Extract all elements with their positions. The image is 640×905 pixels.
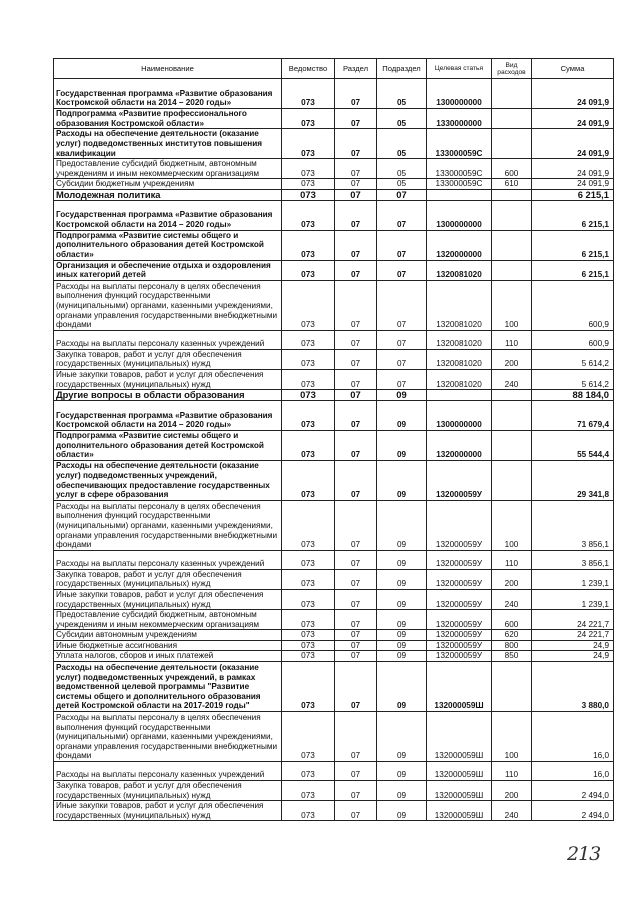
- cell-subsection: 07: [377, 280, 427, 330]
- cell-target: 1320081020: [427, 280, 492, 330]
- cell-subsection: 07: [377, 330, 427, 349]
- cell-sum: 2 494,0: [532, 801, 614, 821]
- cell-subsection: 09: [377, 781, 427, 801]
- table-row: [54, 550, 614, 569]
- cell-type: [492, 390, 532, 401]
- cell-target: 1320000000: [427, 430, 492, 460]
- cell-name: Уплата налогов, сборов и иных платежей: [54, 651, 282, 662]
- cell-target: 132000059Ш: [427, 781, 492, 801]
- cell-section: 07: [335, 230, 377, 260]
- cell-dept: 073: [282, 200, 335, 230]
- table-row: [54, 79, 614, 109]
- header-name: Наименование: [54, 59, 282, 79]
- cell-type: 240: [492, 801, 532, 821]
- cell-section: 07: [335, 109, 377, 129]
- cell-name: Расходы на выплаты персоналу казенных учреждений: [54, 762, 282, 781]
- cell-type: [492, 430, 532, 460]
- cell-subsection: 09: [377, 390, 427, 401]
- cell-sum: 2 494,0: [532, 781, 614, 801]
- cell-subsection: 09: [377, 651, 427, 662]
- table-row: [54, 179, 614, 190]
- cell-dept: 073: [282, 349, 335, 369]
- cell-name: Закупка товаров, работ и услуг для обеспечения государственных (муниципальных) нужд: [54, 569, 282, 589]
- cell-subsection: 09: [377, 801, 427, 821]
- table-row: [54, 781, 614, 801]
- table-row: [54, 712, 614, 762]
- cell-section: 07: [335, 640, 377, 651]
- table-row: [54, 129, 614, 159]
- cell-dept: 073: [282, 651, 335, 662]
- cell-sum: 6 215,1: [532, 200, 614, 230]
- table-row: [54, 640, 614, 651]
- cell-dept: 073: [282, 260, 335, 280]
- table-row: [54, 349, 614, 369]
- cell-sum: 3 880,0: [532, 662, 614, 712]
- cell-type: [492, 200, 532, 230]
- table-row: [54, 280, 614, 330]
- cell-subsection: 05: [377, 109, 427, 129]
- cell-name: Субсидии автономным учреждениям: [54, 630, 282, 641]
- header-subsection: Подраздел: [377, 59, 427, 79]
- cell-dept: 073: [282, 762, 335, 781]
- cell-name: Расходы на выплаты персоналу казенных учреждений: [54, 550, 282, 569]
- cell-target: 1320081020: [427, 330, 492, 349]
- cell-dept: 073: [282, 159, 335, 179]
- cell-type: 110: [492, 550, 532, 569]
- cell-target: [427, 189, 492, 200]
- cell-section: 07: [335, 369, 377, 389]
- table-row: [54, 189, 614, 200]
- cell-type: 240: [492, 589, 532, 609]
- cell-section: 07: [335, 630, 377, 641]
- cell-sum: 3 856,1: [532, 550, 614, 569]
- cell-subsection: 09: [377, 569, 427, 589]
- cell-target: 132000059У: [427, 589, 492, 609]
- cell-section: 07: [335, 801, 377, 821]
- cell-target: 1320000000: [427, 230, 492, 260]
- cell-sum: 88 184,0: [532, 390, 614, 401]
- cell-target: 132000059У: [427, 651, 492, 662]
- cell-type: 100: [492, 712, 532, 762]
- table-row: [54, 801, 614, 821]
- cell-sum: 1 239,1: [532, 569, 614, 589]
- cell-sum: 600,9: [532, 280, 614, 330]
- cell-subsection: 09: [377, 662, 427, 712]
- header-type: Вид расходов: [492, 59, 532, 79]
- cell-sum: 6 215,1: [532, 189, 614, 200]
- cell-dept: 073: [282, 630, 335, 641]
- cell-name: Расходы на выплаты персоналу казенных учреждений: [54, 330, 282, 349]
- header-target: Целевая статья: [427, 59, 492, 79]
- cell-type: 100: [492, 280, 532, 330]
- cell-subsection: 07: [377, 189, 427, 200]
- cell-target: 132000059У: [427, 550, 492, 569]
- cell-dept: 073: [282, 500, 335, 550]
- table-row: [54, 500, 614, 550]
- header-section: Раздел: [335, 59, 377, 79]
- cell-name: Организация и обеспечение отдыха и оздоровления иных категорий детей: [54, 260, 282, 280]
- cell-section: 07: [335, 79, 377, 109]
- cell-dept: 073: [282, 230, 335, 260]
- budget-document: [53, 58, 613, 821]
- cell-name: Государственная программа «Развитие образования Костромской области на 2014 – 2020 годы»: [54, 400, 282, 430]
- cell-type: [492, 79, 532, 109]
- cell-section: 07: [335, 712, 377, 762]
- cell-dept: 073: [282, 129, 335, 159]
- table-row: [54, 589, 614, 609]
- cell-target: 1320081020: [427, 260, 492, 280]
- cell-section: 07: [335, 189, 377, 200]
- table-row: [54, 330, 614, 349]
- cell-section: 07: [335, 179, 377, 190]
- cell-section: 07: [335, 651, 377, 662]
- table-row: [54, 762, 614, 781]
- cell-section: 07: [335, 280, 377, 330]
- header-dept: Ведомство: [282, 59, 335, 79]
- cell-sum: 16,0: [532, 762, 614, 781]
- table-row: [54, 200, 614, 230]
- table-row: [54, 390, 614, 401]
- cell-name: Иные бюджетные ассигнования: [54, 640, 282, 651]
- cell-section: 07: [335, 762, 377, 781]
- cell-section: 07: [335, 200, 377, 230]
- cell-target: 133000059С: [427, 159, 492, 179]
- table-row: [54, 109, 614, 129]
- cell-target: 1330000000: [427, 109, 492, 129]
- cell-target: 132000059У: [427, 610, 492, 630]
- cell-section: 07: [335, 260, 377, 280]
- cell-type: 610: [492, 179, 532, 190]
- cell-sum: 24 221,7: [532, 610, 614, 630]
- cell-subsection: 07: [377, 260, 427, 280]
- cell-section: 07: [335, 349, 377, 369]
- cell-subsection: 09: [377, 610, 427, 630]
- cell-sum: 24 091,9: [532, 79, 614, 109]
- cell-dept: 073: [282, 109, 335, 129]
- cell-dept: 073: [282, 179, 335, 190]
- cell-section: 07: [335, 781, 377, 801]
- cell-sum: 24 221,7: [532, 630, 614, 641]
- cell-type: 600: [492, 159, 532, 179]
- cell-subsection: 09: [377, 712, 427, 762]
- cell-subsection: 05: [377, 79, 427, 109]
- cell-section: 07: [335, 662, 377, 712]
- cell-type: 800: [492, 640, 532, 651]
- cell-name: Подпрограмма «Развитие системы общего и дополнительного образования детей Костромской области»: [54, 430, 282, 460]
- cell-sum: 24 091,9: [532, 179, 614, 190]
- cell-type: 200: [492, 781, 532, 801]
- cell-target: 133000059С: [427, 179, 492, 190]
- cell-dept: 073: [282, 369, 335, 389]
- cell-name: Подпрограмма «Развитие профессионального образования Костромской области»: [54, 109, 282, 129]
- cell-dept: 073: [282, 460, 335, 500]
- cell-target: 132000059Ш: [427, 712, 492, 762]
- cell-sum: 1 239,1: [532, 589, 614, 609]
- cell-sum: 5 614,2: [532, 349, 614, 369]
- cell-target: 132000059У: [427, 569, 492, 589]
- cell-dept: 073: [282, 801, 335, 821]
- cell-type: [492, 460, 532, 500]
- cell-name: Закупка товаров, работ и услуг для обеспечения государственных (муниципальных) нужд: [54, 349, 282, 369]
- cell-name: Иные закупки товаров, работ и услуг для обеспечения государственных (муниципальных) нужд: [54, 801, 282, 821]
- cell-name: Молодежная политика: [54, 189, 282, 200]
- table-row: [54, 610, 614, 630]
- cell-sum: 16,0: [532, 712, 614, 762]
- cell-name: Субсидии бюджетным учреждениям: [54, 179, 282, 190]
- cell-name: Расходы на выплаты персоналу в целях обеспечения выполнения функций государственными (муниципальными) органами, казенными учреждениями, органами управления государственными внебюджетными фондами: [54, 280, 282, 330]
- cell-type: [492, 109, 532, 129]
- cell-subsection: 09: [377, 430, 427, 460]
- cell-section: 07: [335, 330, 377, 349]
- cell-section: 07: [335, 589, 377, 609]
- budget-table: [53, 58, 614, 821]
- cell-section: 07: [335, 569, 377, 589]
- table-row: [54, 260, 614, 280]
- cell-type: [492, 400, 532, 430]
- cell-type: [492, 129, 532, 159]
- cell-section: 07: [335, 390, 377, 401]
- cell-sum: 29 341,8: [532, 460, 614, 500]
- cell-name: Предоставление субсидий бюджетным, автономным учреждениям и иным некоммерческим организациям: [54, 610, 282, 630]
- cell-type: 110: [492, 762, 532, 781]
- cell-target: [427, 390, 492, 401]
- table-row: [54, 569, 614, 589]
- cell-dept: 073: [282, 79, 335, 109]
- cell-subsection: 09: [377, 400, 427, 430]
- cell-dept: 073: [282, 390, 335, 401]
- cell-subsection: 05: [377, 129, 427, 159]
- cell-dept: 073: [282, 781, 335, 801]
- cell-type: [492, 662, 532, 712]
- table-row: [54, 159, 614, 179]
- cell-dept: 073: [282, 400, 335, 430]
- table-row: [54, 460, 614, 500]
- cell-dept: 073: [282, 569, 335, 589]
- cell-name: Иные закупки товаров, работ и услуг для обеспечения государственных (муниципальных) нужд: [54, 589, 282, 609]
- cell-sum: 6 215,1: [532, 230, 614, 260]
- cell-subsection: 07: [377, 369, 427, 389]
- cell-subsection: 07: [377, 200, 427, 230]
- cell-target: 132000059Ш: [427, 762, 492, 781]
- cell-type: 240: [492, 369, 532, 389]
- cell-section: 07: [335, 400, 377, 430]
- cell-dept: 073: [282, 189, 335, 200]
- cell-target: 1300000000: [427, 400, 492, 430]
- table-row: [54, 230, 614, 260]
- cell-target: 132000059У: [427, 630, 492, 641]
- cell-type: 620: [492, 630, 532, 641]
- cell-sum: 71 679,4: [532, 400, 614, 430]
- cell-section: 07: [335, 159, 377, 179]
- cell-target: 132000059У: [427, 500, 492, 550]
- cell-dept: 073: [282, 712, 335, 762]
- cell-target: 132000059У: [427, 640, 492, 651]
- cell-subsection: 09: [377, 460, 427, 500]
- cell-sum: 24,9: [532, 640, 614, 651]
- cell-type: 600: [492, 610, 532, 630]
- cell-sum: 24,9: [532, 651, 614, 662]
- cell-subsection: 09: [377, 630, 427, 641]
- page-number: 213: [567, 843, 601, 865]
- cell-dept: 073: [282, 589, 335, 609]
- cell-name: Расходы на выплаты персоналу в целях обеспечения выполнения функций государственными (муниципальными) органами, казенными учреждениями, органами управления государственными внебюджетными фондами: [54, 712, 282, 762]
- header-sum: Сумма: [532, 59, 614, 79]
- cell-section: 07: [335, 430, 377, 460]
- table-row: [54, 662, 614, 712]
- cell-subsection: 05: [377, 179, 427, 190]
- cell-type: [492, 260, 532, 280]
- cell-section: 07: [335, 460, 377, 500]
- cell-subsection: 07: [377, 349, 427, 369]
- cell-target: 1300000000: [427, 79, 492, 109]
- cell-subsection: 09: [377, 589, 427, 609]
- cell-subsection: 09: [377, 640, 427, 651]
- cell-sum: 24 091,9: [532, 159, 614, 179]
- cell-name: Другие вопросы в области образования: [54, 390, 282, 401]
- cell-name: Закупка товаров, работ и услуг для обеспечения государственных (муниципальных) нужд: [54, 781, 282, 801]
- cell-dept: 073: [282, 550, 335, 569]
- cell-type: 200: [492, 569, 532, 589]
- cell-section: 07: [335, 129, 377, 159]
- cell-subsection: 05: [377, 159, 427, 179]
- cell-sum: 55 544,4: [532, 430, 614, 460]
- cell-target: 1300000000: [427, 200, 492, 230]
- cell-target: 132000059Ш: [427, 662, 492, 712]
- cell-name: Государственная программа «Развитие образования Костромской области на 2014 – 2020 годы»: [54, 200, 282, 230]
- cell-name: Расходы на обеспечение деятельности (оказание услуг) подведомственных учреждений, в рамках ведомственной целевой программы "Развитие системы общего и дополнительного образования детей Костромской области на 2017-2019 годы": [54, 662, 282, 712]
- cell-sum: 3 856,1: [532, 500, 614, 550]
- cell-type: 200: [492, 349, 532, 369]
- cell-subsection: 07: [377, 230, 427, 260]
- cell-type: 110: [492, 330, 532, 349]
- table-header-row: [54, 59, 614, 79]
- cell-name: Предоставление субсидий бюджетным, автономным учреждениям и иным некоммерческим организациям: [54, 159, 282, 179]
- table-row: [54, 651, 614, 662]
- cell-section: 07: [335, 500, 377, 550]
- cell-target: 1320081020: [427, 349, 492, 369]
- cell-type: [492, 189, 532, 200]
- cell-type: 100: [492, 500, 532, 550]
- cell-section: 07: [335, 610, 377, 630]
- cell-sum: 6 215,1: [532, 260, 614, 280]
- cell-dept: 073: [282, 662, 335, 712]
- table-row: [54, 400, 614, 430]
- cell-name: Иные закупки товаров, работ и услуг для обеспечения государственных (муниципальных) нужд: [54, 369, 282, 389]
- cell-target: 132000059У: [427, 460, 492, 500]
- cell-target: 1320081020: [427, 369, 492, 389]
- cell-name: Подпрограмма «Развитие системы общего и дополнительного образования детей Костромской области»: [54, 230, 282, 260]
- cell-section: 07: [335, 550, 377, 569]
- table-row: [54, 430, 614, 460]
- cell-type: 850: [492, 651, 532, 662]
- table-row: [54, 630, 614, 641]
- cell-subsection: 09: [377, 762, 427, 781]
- cell-dept: 073: [282, 640, 335, 651]
- cell-dept: 073: [282, 430, 335, 460]
- table-row: [54, 369, 614, 389]
- cell-type: [492, 230, 532, 260]
- cell-target: 133000059С: [427, 129, 492, 159]
- cell-subsection: 09: [377, 500, 427, 550]
- cell-name: Расходы на выплаты персоналу в целях обеспечения выполнения функций государственными (муниципальными) органами, казенными учреждениями, органами управления государственными внебюджетными фондами: [54, 500, 282, 550]
- cell-target: 132000059Ш: [427, 801, 492, 821]
- cell-sum: 600,9: [532, 330, 614, 349]
- cell-dept: 073: [282, 330, 335, 349]
- cell-sum: 24 091,9: [532, 129, 614, 159]
- cell-dept: 073: [282, 280, 335, 330]
- cell-name: Расходы на обеспечение деятельности (оказание услуг) подведомственных институтов повышения квалификации: [54, 129, 282, 159]
- cell-subsection: 09: [377, 550, 427, 569]
- cell-sum: 24 091,9: [532, 109, 614, 129]
- table-body: [54, 79, 614, 821]
- cell-dept: 073: [282, 610, 335, 630]
- cell-sum: 5 614,2: [532, 369, 614, 389]
- cell-name: Расходы на обеспечение деятельности (оказание услуг) подведомственных учреждений, обеспечивающих предоставление государственных услуг в сфере образования: [54, 460, 282, 500]
- cell-name: Государственная программа «Развитие образования Костромской области на 2014 – 2020 годы»: [54, 79, 282, 109]
